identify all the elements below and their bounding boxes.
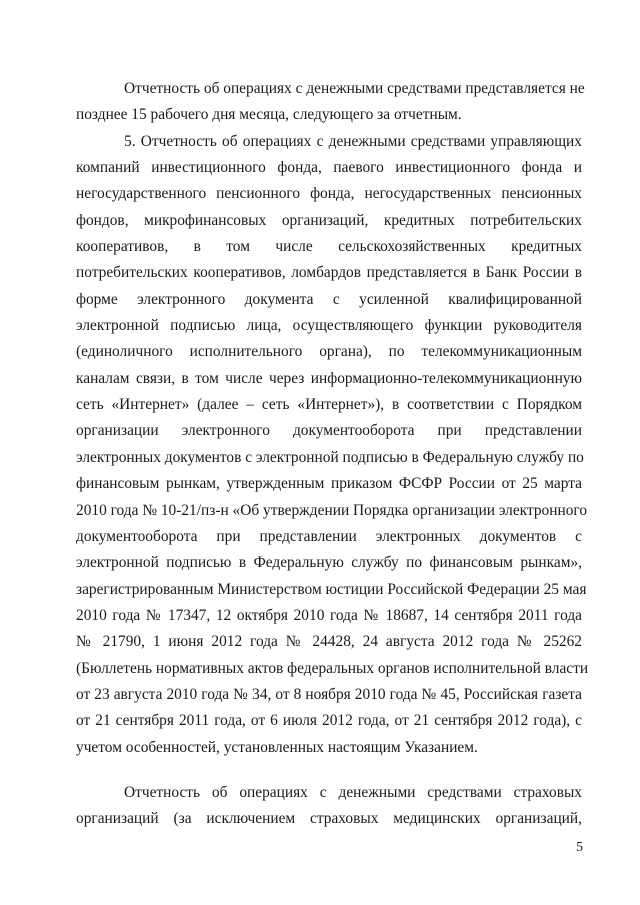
text-line: (единоличного исполнительного органа), по телекоммуникационным	[76, 343, 582, 361]
text-line: потребительских кооперативов, ломбардов представляется в Банк России в	[76, 264, 582, 282]
text-line: компаний инвестиционного фонда, паевого инвестиционного фонда и	[76, 159, 582, 177]
text-line: от 21 сентября 2011 года, от 6 июля 2012 года, от 21 сентября 2012 года), с	[76, 712, 582, 730]
paragraph-reporting-deadline	[76, 76, 585, 129]
text-line: электронных документов с электронной подписью в Федеральную службу по	[76, 448, 584, 466]
text-line: форме электронного документа с усиленной квалифицированной	[76, 290, 582, 308]
text-line: организаций (за исключением страховых медицинских организаций,	[76, 810, 582, 828]
text-line: организации электронного документооборота при представлении	[76, 422, 582, 440]
text-line: фондов, микрофинансовых организаций, кредитных потребительских	[76, 211, 582, 229]
text-line: кооперативов, в том числе сельскохозяйственных кредитных	[76, 238, 582, 256]
text-line: зарегистрированным Министерством юстиции Российской Федерации 25 мая	[76, 580, 587, 598]
paragraph-insurance-organizations	[76, 780, 582, 833]
text-line: (Бюллетень нормативных актов федеральных органов исполнительной власти	[76, 659, 589, 677]
text-line: Отчетность об операциях с денежными средствами представляется не	[124, 80, 585, 97]
text-line: электронной подписью лица, осуществляющего функции руководителя	[76, 317, 582, 335]
text-line: негосударственного пенсионного фонда, негосударственных пенсионных	[76, 185, 582, 203]
paragraph-item-5	[76, 129, 589, 761]
text-line: электронной подписью в Федеральную службу по финансовым рынкам»,	[76, 554, 582, 572]
text-line: сеть «Интернет» (далее – сеть «Интернет»), в соответствии с Порядком	[76, 396, 582, 414]
text-line: 2010 года № 17347, 12 октября 2010 года № 18687, 14 сентября 2011 года	[76, 606, 582, 624]
text-line: от 23 августа 2010 года № 34, от 8 ноября 2010 года № 45, Российская газета	[76, 685, 582, 703]
page-number: 5	[576, 840, 583, 855]
text-line: № 21790, 1 июня 2012 года № 24428, 24 августа 2012 года № 25262	[76, 633, 582, 651]
text-line: учетом особенностей, установленных настоящим Указанием.	[76, 738, 478, 756]
document-body	[76, 76, 589, 833]
text-line: каналам связи, в том числе через информационно-телекоммуникационную	[76, 369, 582, 387]
text-line: Отчетность об операциях с денежными средствами страховых	[124, 783, 582, 801]
text-line: документооборота при представлении электронных документов с	[76, 527, 582, 545]
text-line: 2010 года № 10-21/пз-н «Об утверждении Порядка организации электронного	[76, 501, 588, 519]
text-line: позднее 15 рабочего дня месяца, следующего за отчетным.	[76, 106, 462, 124]
text-line: финансовым рынкам, утвержденным приказом ФСФР России от 25 марта	[76, 475, 582, 493]
text-line: 5. Отчетность об операциях с денежными средствами управляющих	[124, 132, 582, 150]
